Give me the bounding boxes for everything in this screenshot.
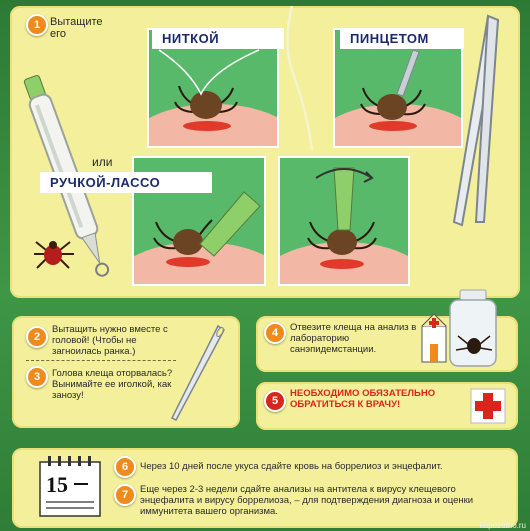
divider [26,360,176,361]
label-tweezers: ПИНЦЕТОМ [340,28,464,49]
step5-badge: 5 [264,390,286,412]
red-cross-icon [470,388,506,424]
step6-badge: 6 [114,456,136,478]
jar-icon [420,288,504,370]
step2-text: Вытащить нужно вместе с головой! (Чтобы не загноилась ранка.) [52,324,168,357]
step7-text: Еще через 2-3 недели сдайте анализы на антитела к вирусу клещевого энцефалита и вирусу боррелиоза, – для подтверждения диагноза и оценки иммунитета вашего организма. [140,484,474,517]
tick-icon [32,234,76,274]
needle-icon [168,320,228,424]
watermark: kapozomo.ru [479,521,526,530]
step2-badge: 2 [26,326,48,348]
or-text: или [92,155,113,169]
step5-text: НЕОБХОДИМО ОБЯЗАТЕЛЬНО ОБРАТИТЬСЯ К ВРАЧУ! [290,388,436,410]
step7-badge: 7 [114,484,136,506]
step1-badge: 1 [26,14,48,36]
step6-text: Через 10 дней после укуса сдайте кровь на боррелиоз и энцефалит. [140,461,443,472]
step4-badge: 4 [264,322,286,344]
scene-lasso-2 [278,156,410,286]
step1-text: Вытащите его [50,16,103,40]
calendar-day: 15 [46,472,68,497]
label-thread: НИТКОЙ [152,28,284,49]
step3-text: Голова клеща оторвалась? Вынимайте ее иголкой, как занозу! [52,368,173,401]
step4-text: Отвезите клеща на анализ в лабораторию санэпидемстанции. [290,322,417,355]
step3-badge: 3 [26,366,48,388]
calendar-icon [34,452,106,520]
label-lasso: РУЧКОЙ-ЛАССО [40,172,212,193]
